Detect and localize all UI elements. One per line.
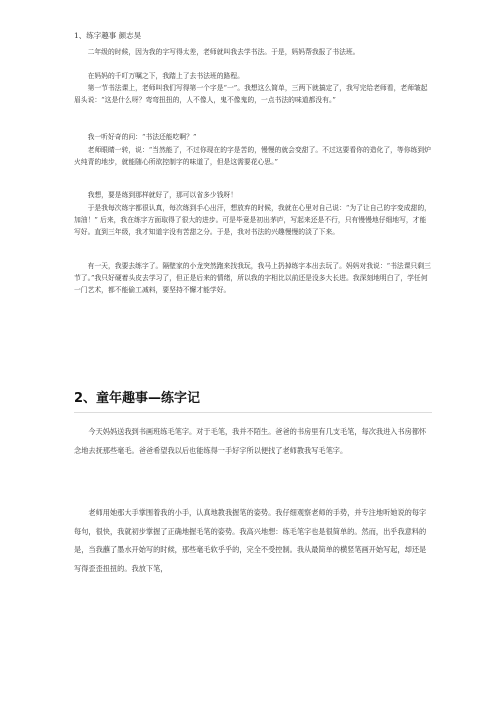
section1-paragraph: 二年级的时候，因为我的字写得太差，老师就叫我去学书法。于是，妈妈帮我报了书法班。 [87, 48, 360, 56]
section1-paragraph: 在妈妈的千叮万嘱之下，我踏上了去书法班的路程。 [87, 72, 244, 80]
section1-title: 1、练字趣事 颜志昊 [74, 31, 142, 40]
section2-paragraph: 今天妈妈送我到书画班练毛笔字。对于毛笔，我并不陌生。爸爸的书房里有几支毛笔，每次我进入书房都怀念地去抚那些毫毛。爸爸希望我以后也能练得一手好字所以便找了老师教我写毛笔字。 [74, 427, 427, 455]
section1-paragraph: 有一天，我要去练字了。隔壁家的小龙突然跑来找我玩，我马上扔掉练字本出去玩了。妈妈对我说：“书法课只剩三节了。”我只好硬着头皮去学习了，但正是后来的情绪，所以我的字相比以前还是没多大长进。我深刻地明白了，学任何一门艺术，都不能偷工减料，要坚持不懈才能学好。 [74, 262, 431, 295]
section-divider [74, 412, 432, 413]
section1-paragraph: 我一听好奇的问：“书法还能吃啊？” [87, 133, 197, 141]
section1-paragraph: 老师眼睛一转，说：“当然能了，不过你现在的字是苦的，慢慢的就会变甜了。不过这要看你的造化了，等你练到炉火纯青的地步，就能随心所欲控制字的味道了，但是这需要花心思。” [74, 146, 431, 167]
section2-paragraph: 老师用她那大手掌围着我的小手，认真地教我握笔的姿势。我仔细观察老师的手势，并专注地听她说的每字每句，很快，我就初步掌握了正确地握毛笔的姿势。我高兴地想：练毛笔字也是很简单的。然而，出乎我意料的是，当我蘸了墨水开始写的时候，那些毫毛软乎乎的，完全不受控制。我从最简单的横竖笔画开始写起，却还是写得歪歪扭扭的。我放下笔， [74, 508, 427, 573]
section1-paragraph: 于是我每次练字都很认真，每次练到手心出汗，想放弃的时候，我就在心里对自己说：“为了让自己的字变成甜的，加油！” 后来，我在练字方面取得了很大的进步。可是毕竟是初出茅庐，写起来还是不行，只有慢慢地仔细地写，才能写好。直到三年级，我才知道字没有苦甜之分。于是，我对书法的兴趣慢慢的淡了下来。 [74, 204, 431, 237]
section1-paragraph: 我想，要是练到那样就好了，那可以省多少钱呀！ [87, 191, 238, 199]
section2-title: 2、童年趣事—练字记 [74, 391, 201, 406]
section1-paragraph: 第一节书法课上，老师叫我们写得第一个字是“一”。我想这么简单，三两下就搞定了，我写完给老师看，老师皱起眉头说：“这是什么呀？弯弯扭扭的，人不像人，鬼不像鬼的，一点书法的味道都没有。” [74, 84, 428, 105]
